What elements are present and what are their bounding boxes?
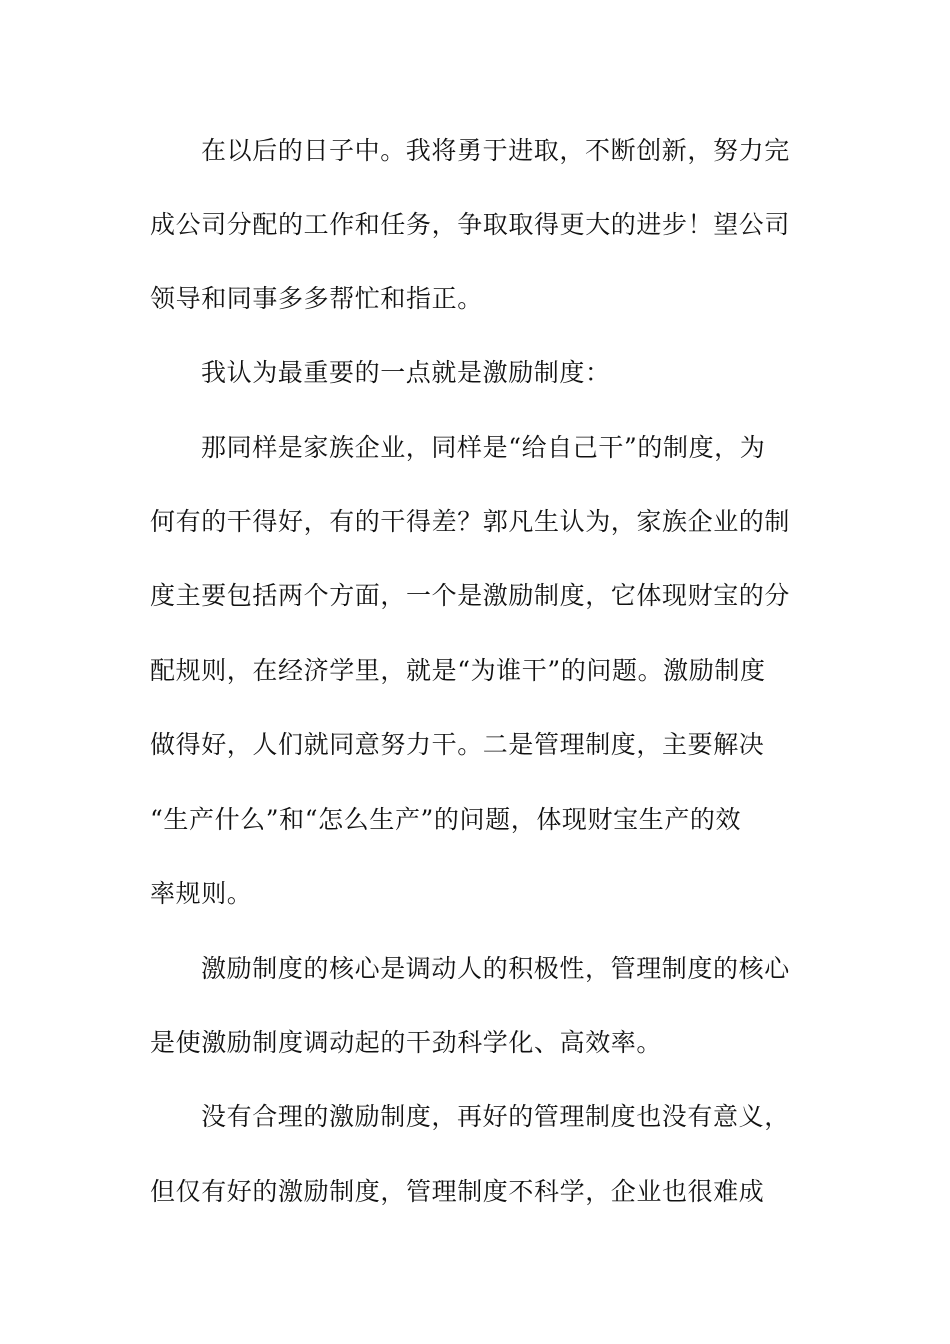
text-line: 激励制度的核心是调动人的积极性，管理制度的核心 xyxy=(201,954,790,983)
text-line: 率规则。 xyxy=(150,879,253,908)
text-line: 但仅有好的激励制度，管理制度不科学，企业也很难成 xyxy=(150,1177,765,1206)
text-line: 度主要包括两个方面，一个是激励制度，它体现财宝的分 xyxy=(150,581,791,610)
text-line: 我认为最重要的一点就是激励制度： xyxy=(201,358,611,387)
text-line: 在以后的日子中。我将勇于进取，不断创新，努力完 xyxy=(201,136,790,165)
text-line: 成公司分配的工作和任务，争取取得更大的进步！望公司 xyxy=(150,210,791,239)
text-line: 做得好，人们就同意努力干。二是管理制度，主要解决 xyxy=(150,730,765,759)
text-line: 配规则，在经济学里，就是“为谁干”的问题。激励制度 xyxy=(150,656,766,685)
text-line: 那同样是家族企业，同样是“给自己干”的制度，为 xyxy=(201,433,766,462)
text-line: 领导和同事多多帮忙和指正。 xyxy=(150,284,483,313)
text-line: “生产什么”和“怎么生产”的问题，体现财宝生产的效 xyxy=(150,805,742,834)
text-line: 何有的干得好，有的干得差？郭凡生认为，家族企业的制 xyxy=(150,507,791,536)
text-line: 是使激励制度调动起的干劲科学化、高效率。 xyxy=(150,1028,663,1057)
text-line: 没有合理的激励制度，再好的管理制度也没有意义， xyxy=(201,1102,790,1131)
